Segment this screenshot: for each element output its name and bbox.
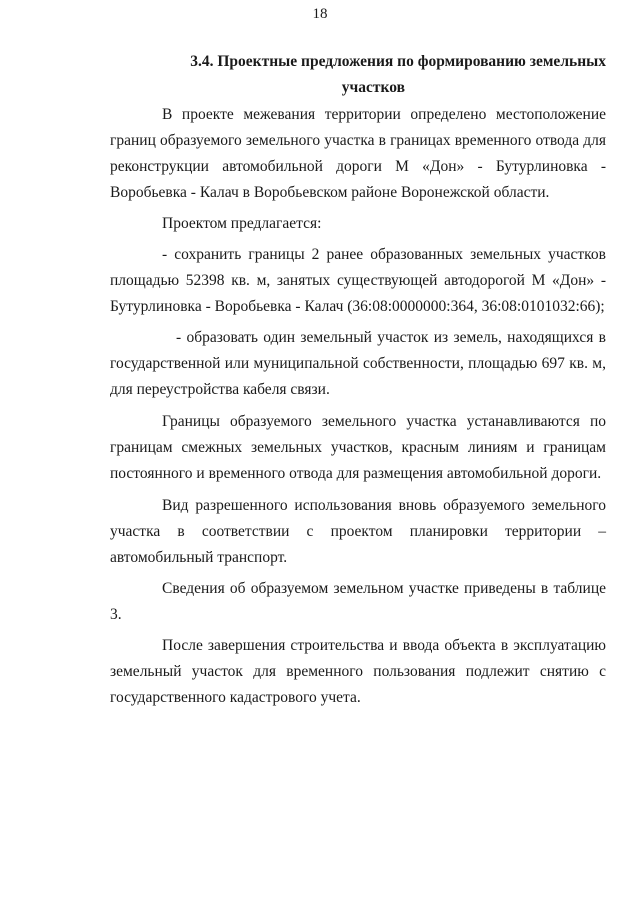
paragraph-keep-boundaries: - сохранить границы 2 ранее образованных земельных участков площадью 52398 кв. м, занятых существующей автодорогой М «Дон» - Бутурлиновка - Воробьевка - Калач (36:08:0000000:364, 36:08:0101032:66); (110, 246, 606, 315)
section-title-line-2: участков (341, 79, 405, 96)
section-title (110, 49, 606, 101)
body-text (110, 102, 606, 711)
paragraph-proposed: Проектом предлагается: (162, 215, 322, 232)
paragraph-table-reference: Сведения об образуемом земельном участке приведены в таблице 3. (110, 580, 606, 623)
paragraph-permitted-use: Вид разрешенного использования вновь образуемого земельного участка в соответствии с проектом планировки территории – автомобильный транспорт. (110, 497, 606, 566)
paragraph-boundaries: Границы образуемого земельного участка устанавливаются по границам смежных земельных участков, красным линиям и границам постоянного и временного отвода для размещения автомобильной дороги. (110, 413, 606, 482)
paragraph-form-parcel: - образовать один земельный участок из земель, находящихся в государственной или муниципальной собственности, площадью 697 кв. м, для переустройства кабеля связи. (110, 329, 606, 398)
paragraph-after-construction: После завершения строительства и ввода объекта в эксплуатацию земельный участок для временного пользования подлежит снятию с государственного кадастрового учета. (110, 637, 606, 706)
paragraph-project-intro: В проекте межевания территории определено местоположение границ образуемого земельного участка в границах временного отвода для реконструкции автомобильной дороги М «Дон» - Бутурлиновка - Воробьевка - Калач в Воробьевском районе Воронежской области. (110, 106, 606, 201)
section-title-line-1: 3.4. Проектные предложения по формированию земельных (190, 53, 606, 70)
page-number: 18 (312, 6, 328, 22)
